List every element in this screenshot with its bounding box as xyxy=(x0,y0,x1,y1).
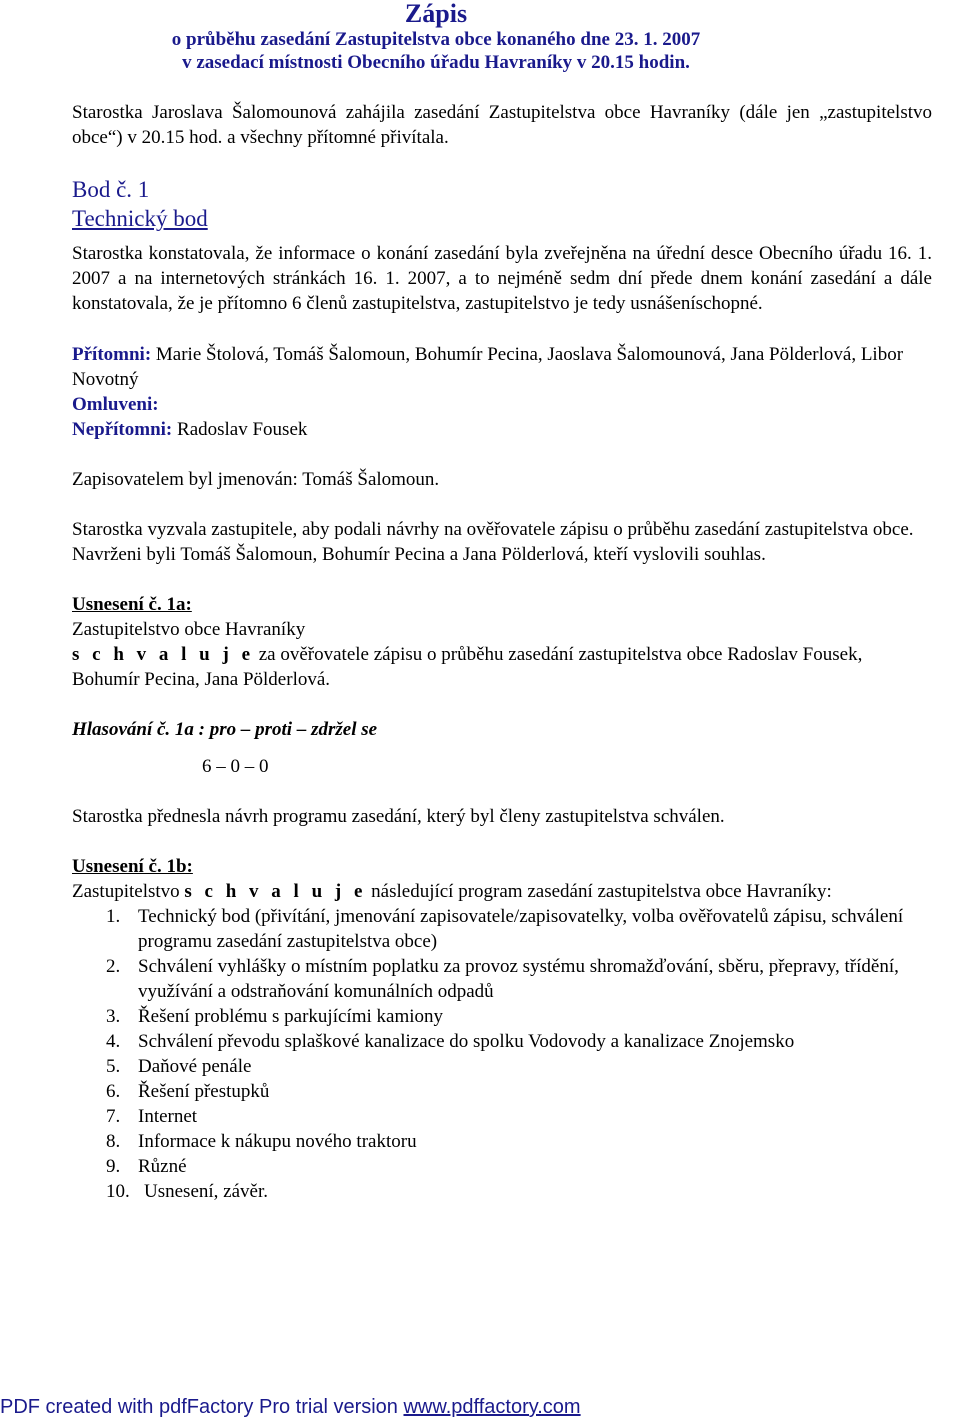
program-list xyxy=(72,904,932,1204)
list-item: 6. Řešení přestupků xyxy=(106,1081,270,1102)
document-title: Zápis xyxy=(404,0,468,28)
resolution-1b-prefix: Zastupitelstvo xyxy=(72,881,185,902)
footer-link[interactable]: www.pdffactory.com xyxy=(403,1396,581,1418)
list-item: 10. Usnesení, závěr. xyxy=(106,1181,268,1202)
list-item: 8. Informace k nákupu nového traktoru xyxy=(106,1131,417,1152)
present-label: Přítomni: xyxy=(72,344,152,365)
resolution-1a-detail: za ověřovatele zápisu o průběhu zasedání zastupitelstva obce Radoslav Fousek, Bohumír Pecina, Jana Pölderlová. xyxy=(72,644,863,690)
resolution-1a-label: Usnesení č. 1a: xyxy=(72,594,192,615)
excused-label: Omluveni: xyxy=(72,394,159,415)
program-paragraph: Starostka přednesla návrh programu zasedání, který byl členy zastupitelstva schválen. xyxy=(72,806,725,827)
recorder-paragraph: Zapisovatelem byl jmenován: Tomáš Šalomoun. xyxy=(72,469,440,490)
document-subtitle-line1: o průběhu zasedání Zastupitelstva obce konaného dne 23. 1. 2007 xyxy=(171,29,701,50)
list-item: 5. Daňové penále xyxy=(106,1056,252,1077)
document-subtitle-line2: v zasedací místnosti Obecního úřadu Havraníky v 20.15 hodin. xyxy=(182,52,690,73)
agenda-point-text: Starostka konstatovala, že informace o konání zasedání byla zveřejněna na úřední desce Obecního úřadu 16. 1. 2007 a na internetových stránkách 16. 1. 2007, a to nejméně sedm dní přede dnem konání zasedání a dále konstatovala, že je přítomno 6 členů zastupitelstva, zastupitelstvo je tedy usnášeníschopné. xyxy=(72,243,932,314)
list-item: 3. Řešení problému s parkujícími kamiony xyxy=(106,1006,444,1027)
resolution-1a-text xyxy=(72,642,932,692)
resolution-1a-verb: s c h v a l u j e xyxy=(72,644,254,665)
intro-paragraph: Starostka Jaroslava Šalomounová zahájila zasedání Zastupitelstva obce Havraníky (dále jen „zastupitelstvo obce“) v 20.15 hod. a všechny přítomné přivítala. xyxy=(72,102,932,148)
agenda-point-title: Technický bod xyxy=(72,206,208,231)
resolution-1b-verb: s c h v a l u j e xyxy=(184,881,367,902)
resolution-1b-label: Usnesení č. 1b: xyxy=(72,856,193,877)
resolution-1a-body: Zastupitelstvo obce Havraníky xyxy=(72,619,306,640)
verifiers-paragraph: Starostka vyzvala zastupitele, aby podali návrhy na ověřovatele zápisu o průběhu zasedání zastupitelstva obce. Navrženi byli Tomáš Šalomoun, Bohumír Pecina a Jana Pölderlová, kteří vyslovili souhlas. xyxy=(72,519,914,565)
list-item: 7. Internet xyxy=(106,1106,198,1127)
document-header xyxy=(0,0,946,74)
absent-label: Nepřítomni: xyxy=(72,419,173,440)
resolution-1b-detail: následující program zasedání zastupitelstva obce Havraníky: xyxy=(366,881,832,902)
agenda-point-number: Bod č. 1 xyxy=(72,177,150,202)
pdf-footer xyxy=(0,1396,581,1419)
list-item: 9. Různé xyxy=(106,1156,187,1177)
present-paragraph xyxy=(72,342,932,392)
document-page xyxy=(72,0,932,1204)
list-item: 4. Schválení převodu splaškové kanalizace do spolku Vodovody a kanalizace Znojemsko xyxy=(106,1031,795,1052)
present-names: Marie Štolová, Tomáš Šalomoun, Bohumír Pecina, Jaoslava Šalomounová, Jana Pölderlová, Libor Novotný xyxy=(72,344,904,390)
list-item: 2. Schválení vyhlášky o místním poplatku za provoz systému shromažďování, sběru, přepravy, třídění, využívání a odstraňování komunálních odpadů xyxy=(106,956,899,1002)
list-item: 1. Technický bod (přivítání, jmenování zapisovatele/zapisovatelky, volba ověřovatelů zápisu, schválení programu zasedání zastupitelstva obce) xyxy=(106,906,904,952)
footer-text: PDF created with pdfFactory Pro trial version xyxy=(0,1396,404,1418)
resolution-1b-text xyxy=(72,879,932,904)
absent-paragraph xyxy=(72,417,932,442)
vote-1a-result: 6 – 0 – 0 xyxy=(202,756,269,777)
vote-1a-label: Hlasování č. 1a : pro – proti – zdržel se xyxy=(72,719,378,740)
absent-names: Radoslav Fousek xyxy=(172,419,308,440)
